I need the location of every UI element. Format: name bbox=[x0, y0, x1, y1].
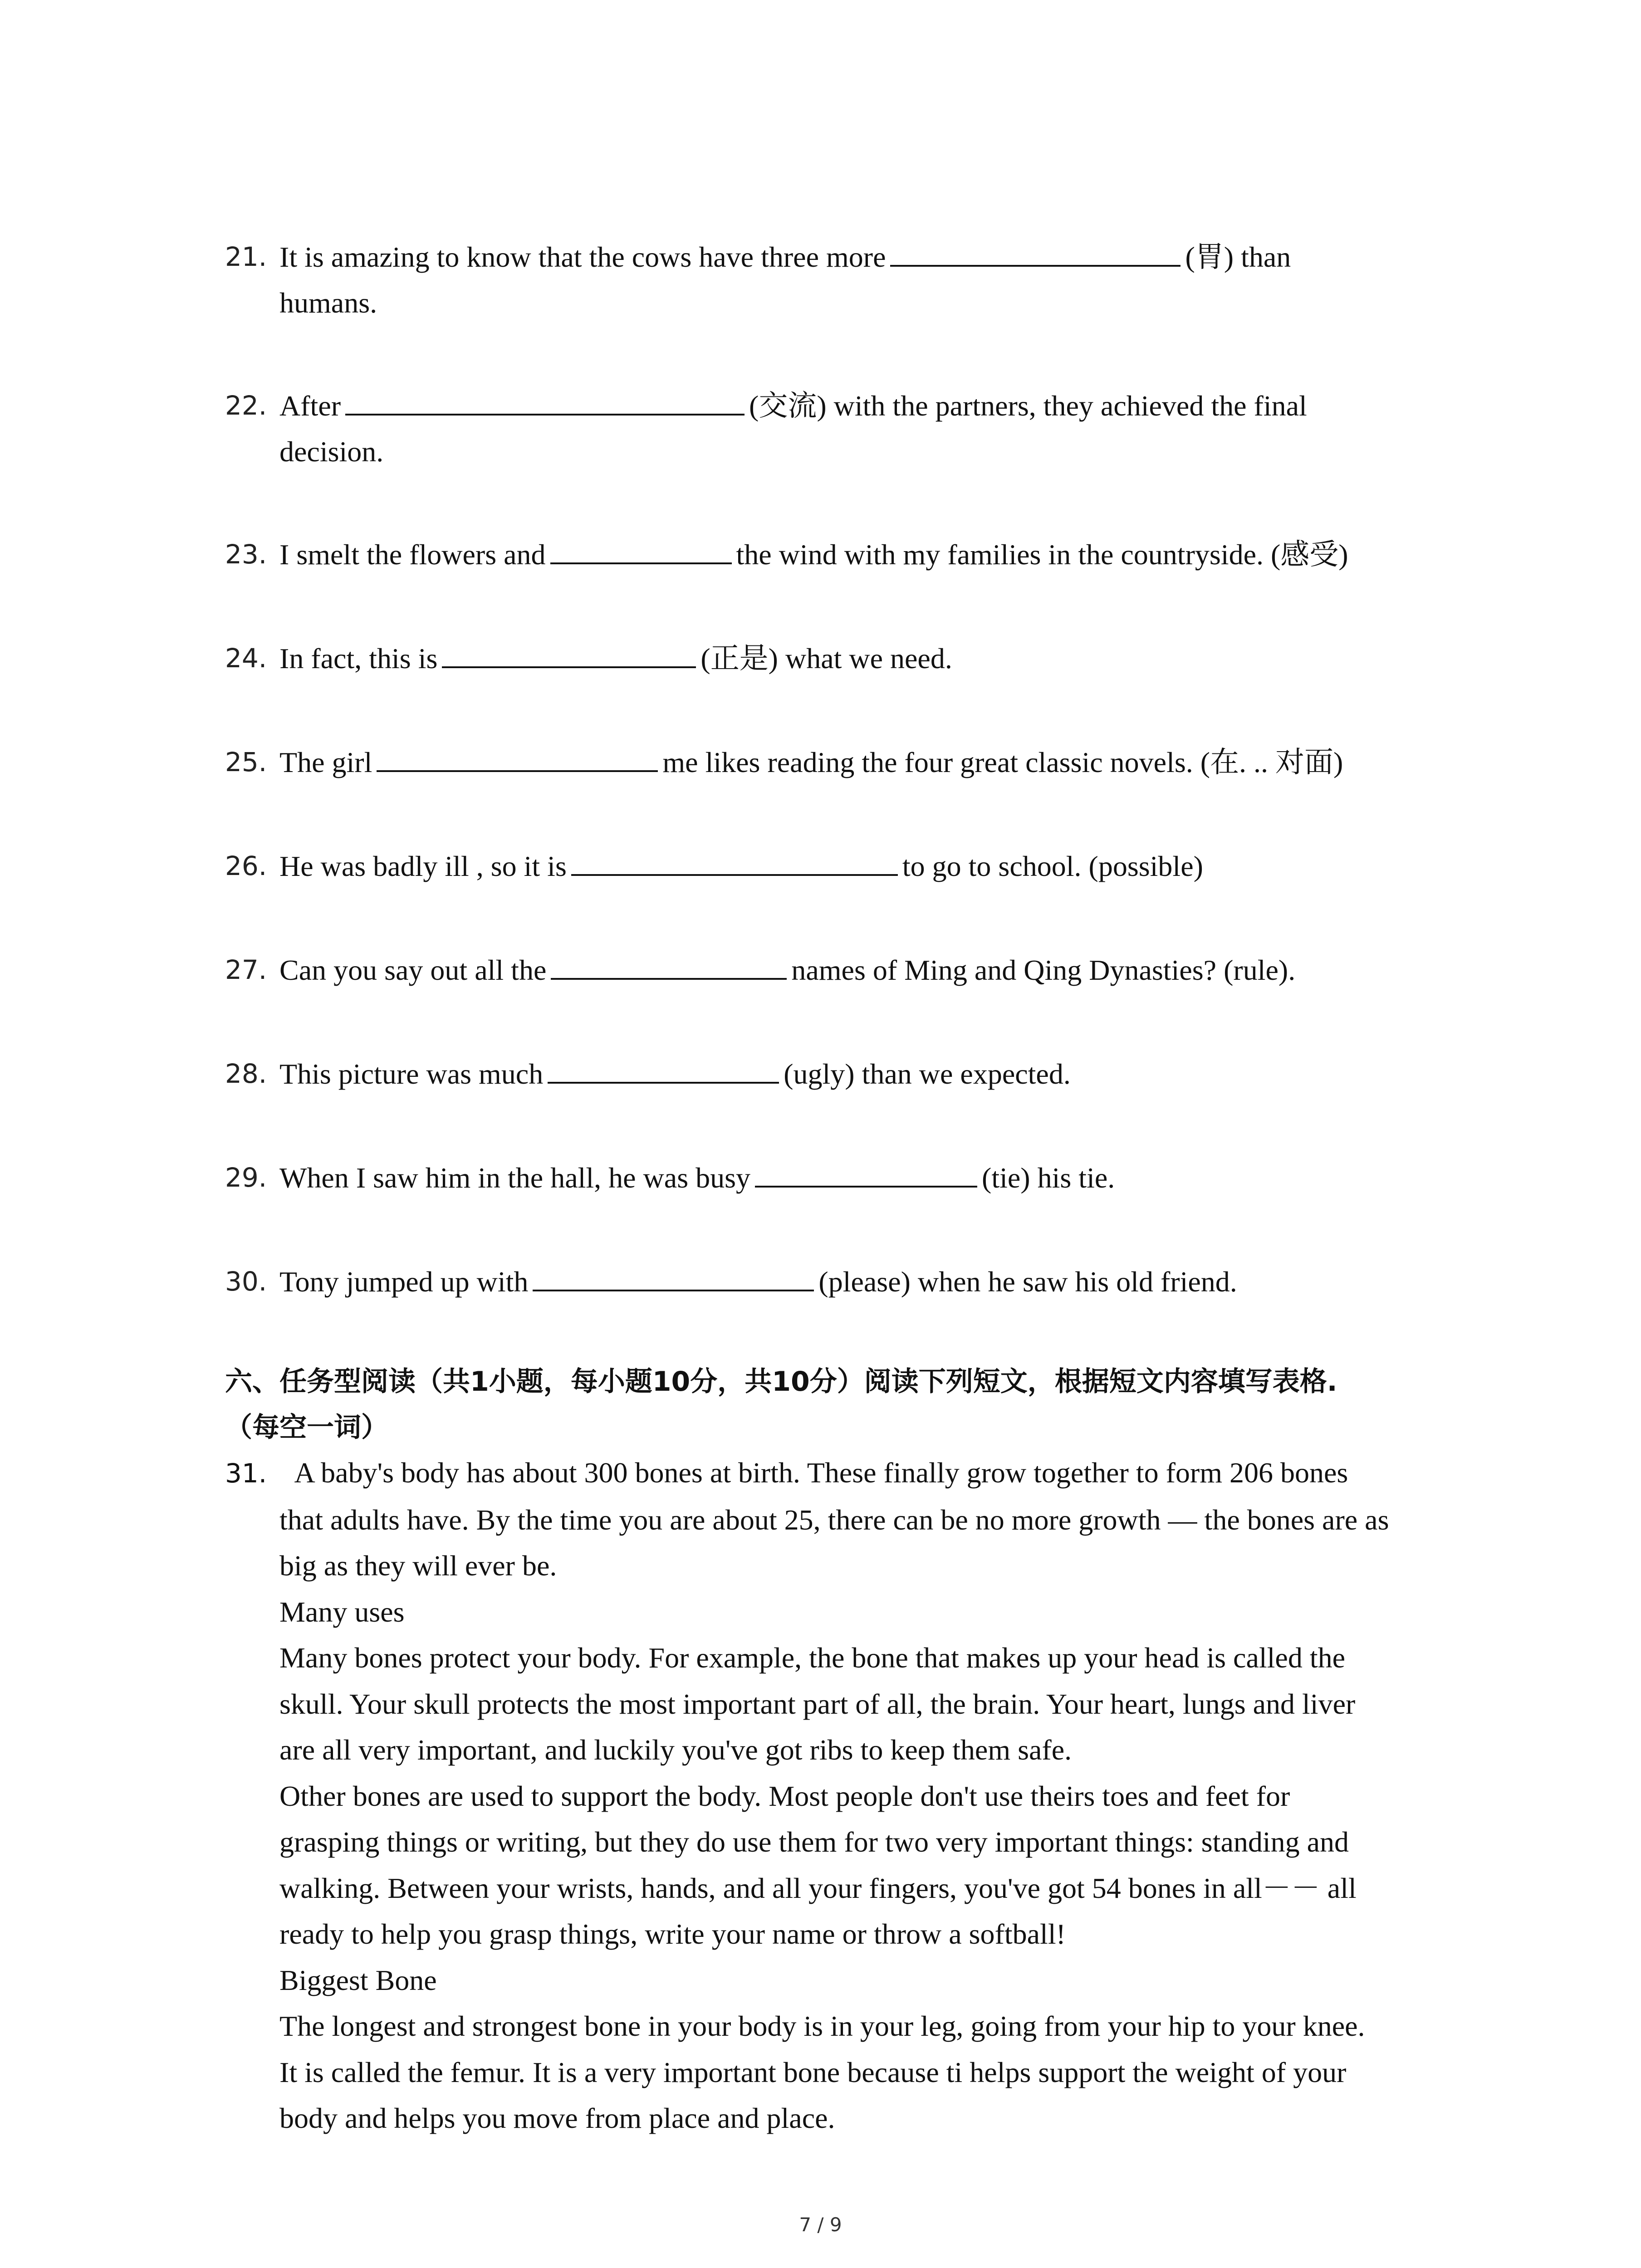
answer-blank[interactable] bbox=[533, 1263, 814, 1291]
passage-line: are all very important, and luckily you've got ribs to keep them safe. bbox=[279, 1734, 1072, 1766]
passage-line: ready to help you grasp things, write your name or throw a softball! bbox=[279, 1918, 1066, 1950]
passage-line: that adults have. By the time you are about 25, there can be no more growth — the bones are as bbox=[279, 1503, 1389, 1536]
answer-blank[interactable] bbox=[551, 952, 787, 980]
answer-blank[interactable] bbox=[345, 387, 745, 415]
question-24 bbox=[225, 635, 1468, 681]
question-23 bbox=[225, 532, 1468, 577]
question-number: 23. bbox=[225, 539, 267, 570]
question-number: 27. bbox=[225, 954, 267, 985]
question-number: 31. bbox=[225, 1458, 267, 1489]
question-text: Tony jumped up with (please) when he saw his old friend. bbox=[279, 1259, 1468, 1305]
passage-subheading: Biggest Bone bbox=[279, 1964, 437, 1996]
question-number: 24. bbox=[225, 643, 267, 674]
reading-passage bbox=[225, 1450, 1477, 2141]
passage-line: Many bones protect your body. For example, the bone that makes up your head is called the bbox=[279, 1642, 1345, 1674]
passage-line: grasping things or writing, but they do use them for two very important things: standing and bbox=[279, 1826, 1349, 1858]
passage-line: big as they will ever be. bbox=[279, 1549, 557, 1582]
question-text: The girl me likes reading the four great classic novels. (在. .. 对面) bbox=[279, 739, 1468, 785]
answer-blank[interactable] bbox=[571, 848, 898, 876]
question-text: After (交流) with the partners, they achieved the final decision. bbox=[279, 383, 1468, 474]
question-29 bbox=[225, 1155, 1468, 1201]
question-26 bbox=[225, 843, 1468, 889]
question-text: I smelt the flowers and the wind with my families in the countryside. (感受) bbox=[279, 532, 1468, 577]
question-number: 30. bbox=[225, 1266, 267, 1297]
question-number: 25. bbox=[225, 747, 267, 777]
passage-line: Other bones are used to support the body. Most people don't use theirs toes and feet for bbox=[279, 1779, 1290, 1812]
passage-subheading: Many uses bbox=[279, 1595, 405, 1628]
question-number: 21. bbox=[225, 241, 267, 272]
question-text: When I saw him in the hall, he was busy (tie) his tie. bbox=[279, 1155, 1468, 1201]
question-number: 29. bbox=[225, 1162, 267, 1193]
question-text: Can you say out all the names of Ming and Qing Dynasties? (rule). bbox=[279, 947, 1468, 993]
passage-line: walking. Between your wrists, hands, and all your fingers, you've got 54 bones in all－－ all bbox=[279, 1872, 1357, 1904]
answer-blank[interactable] bbox=[442, 640, 696, 668]
answer-blank[interactable] bbox=[377, 744, 658, 772]
passage-line: skull. Your skull protects the most important part of all, the brain. Your heart, lungs and liver bbox=[279, 1687, 1356, 1720]
section-heading-line2: （每空一词） bbox=[225, 1412, 388, 1443]
question-text: It is amazing to know that the cows have three more (胃) than humans. bbox=[279, 234, 1468, 326]
question-30 bbox=[225, 1259, 1468, 1305]
question-text: This picture was much (ugly) than we expected. bbox=[279, 1051, 1468, 1097]
question-text: He was badly ill , so it is to go to school. (possible) bbox=[279, 843, 1468, 889]
passage-line: It is called the femur. It is a very important bone because ti helps support the weight of your bbox=[279, 2056, 1347, 2088]
section-heading bbox=[225, 1359, 1477, 1451]
question-25 bbox=[225, 739, 1468, 785]
question-28 bbox=[225, 1051, 1468, 1097]
section-heading-line1: 六、任务型阅读（共1小题，每小题10分，共10分）阅读下列短文，根据短文内容填写表格. bbox=[225, 1366, 1337, 1398]
answer-blank[interactable] bbox=[890, 239, 1181, 267]
page-number: 7 / 9 bbox=[799, 2214, 842, 2236]
passage-first-line: 31. A baby's body has about 300 bones at birth. These finally grow together to form 206 bones bbox=[225, 1450, 1477, 1497]
question-number: 28. bbox=[225, 1058, 267, 1089]
question-21 bbox=[225, 234, 1468, 326]
answer-blank[interactable] bbox=[550, 536, 732, 564]
question-text: In fact, this is (正是) what we need. bbox=[279, 635, 1468, 681]
answer-blank[interactable] bbox=[548, 1056, 779, 1084]
passage-line: body and helps you move from place and place. bbox=[279, 2102, 835, 2134]
question-27 bbox=[225, 947, 1468, 993]
question-number: 22. bbox=[225, 390, 267, 421]
question-number: 26. bbox=[225, 850, 267, 881]
answer-blank[interactable] bbox=[755, 1159, 977, 1188]
passage-line: The longest and strongest bone in your body is in your leg, going from your hip to your knee. bbox=[279, 2010, 1365, 2042]
question-22 bbox=[225, 383, 1468, 474]
